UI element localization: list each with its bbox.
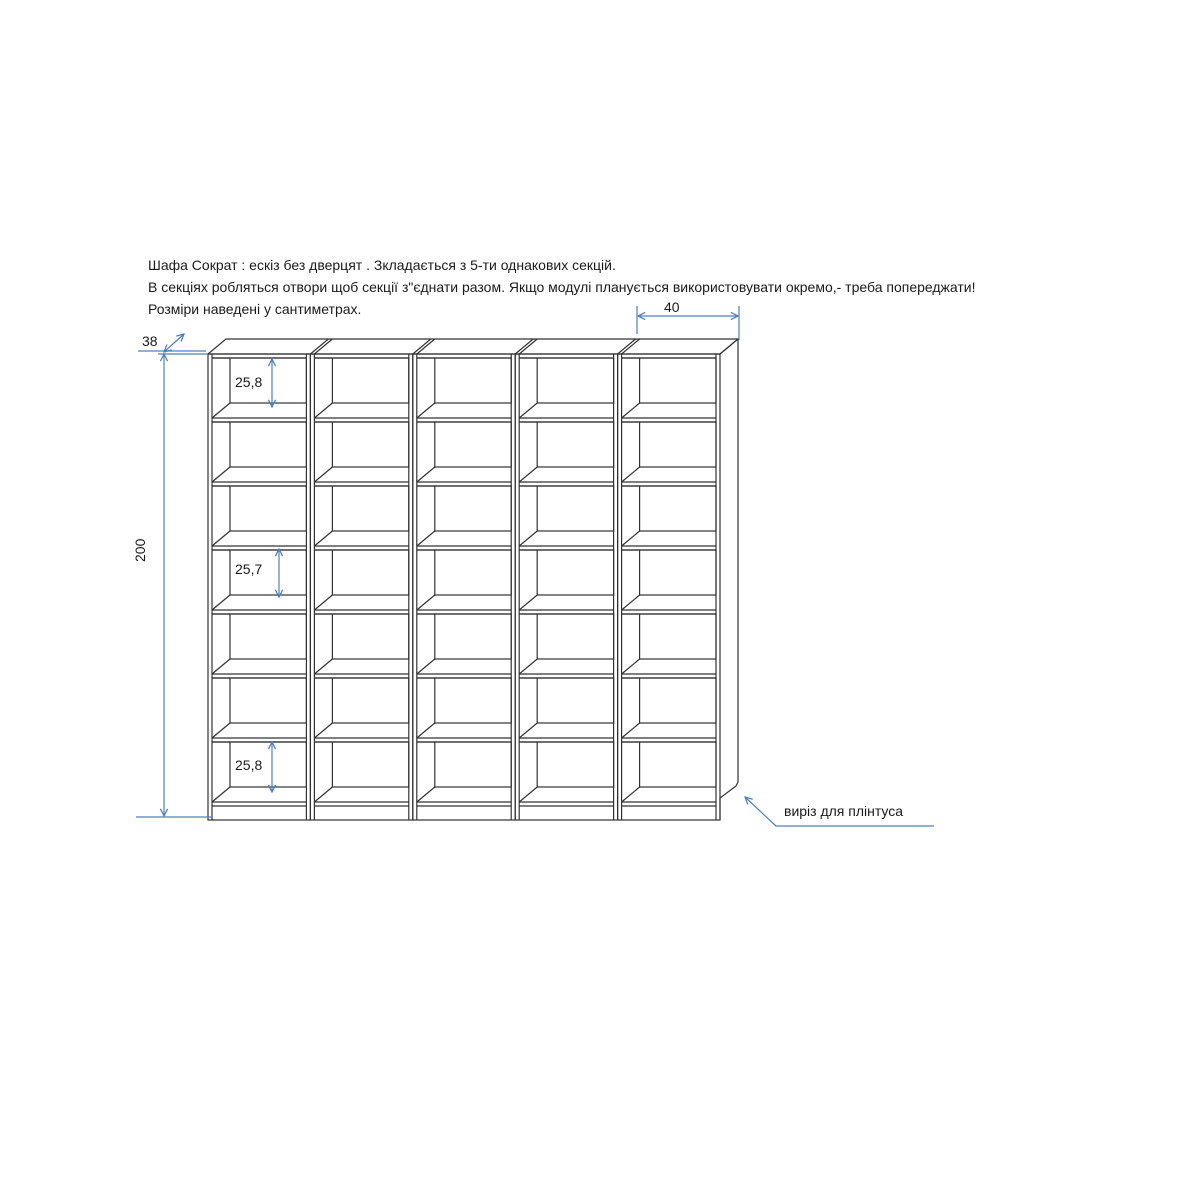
height-label: 200 [132,538,148,562]
compartment-perspective [212,787,230,802]
compartment-perspective [417,531,435,546]
depth-dimension-line [164,334,184,352]
compartment-perspective [519,467,537,482]
section-frame [310,354,412,820]
compartment-back [230,678,306,723]
plinth-cutout-label: виріз для плінтуса [784,803,904,819]
compartment-back [640,422,716,467]
compartment-back [640,614,716,659]
compartment-back [332,742,408,787]
compartment-back [435,614,511,659]
compartment-perspective [622,595,640,610]
middle-gap-label: 25,7 [235,561,263,577]
section-top-divider [314,339,332,354]
compartment-back [537,422,613,467]
compartment-perspective [314,659,332,674]
section-top-divider [519,339,537,354]
compartment-perspective [622,531,640,546]
compartment-back [640,358,716,403]
compartment-perspective [314,467,332,482]
compartment-back [332,486,408,531]
compartment-back [640,678,716,723]
compartment-back [537,550,613,595]
compartment-perspective [212,723,230,738]
compartment-perspective [417,595,435,610]
cabinet-section [515,354,617,820]
compartment-perspective [417,723,435,738]
cabinet-top-surface [208,339,738,354]
compartment-back [435,422,511,467]
compartment-perspective [519,403,537,418]
note-line-3: Розміри наведені у сантиметрах. [148,301,362,317]
section-top-divider [618,339,636,354]
cabinet-section [208,354,310,820]
compartment-perspective [314,403,332,418]
compartment-perspective [314,595,332,610]
compartment-back [435,550,511,595]
compartment-back [332,614,408,659]
top-gap-label: 25,8 [235,374,263,390]
compartment-back [640,486,716,531]
note-line-2: В секціях робляться отвори щоб секції з"єднати разом. Якщо модулі планується використовувати окремо,- треба попереджати! [148,279,976,295]
compartment-back [435,358,511,403]
compartment-back [230,614,306,659]
compartment-perspective [212,659,230,674]
compartment-back [537,742,613,787]
compartment-perspective [212,531,230,546]
compartment-perspective [519,595,537,610]
section-top-divider [310,339,328,354]
compartment-perspective [212,467,230,482]
compartment-perspective [622,787,640,802]
compartment-back [435,486,511,531]
compartment-perspective [212,595,230,610]
compartment-back [537,486,613,531]
section-frame [515,354,617,820]
compartment-perspective [314,787,332,802]
section-top-divider [413,339,431,354]
compartment-back [640,550,716,595]
compartment-back [230,422,306,467]
compartment-back [640,742,716,787]
compartment-perspective [417,467,435,482]
compartment-back [332,358,408,403]
section-top-divider [622,339,640,354]
compartment-perspective [417,659,435,674]
compartment-back [230,486,306,531]
width-label: 40 [664,299,680,315]
compartment-back [537,678,613,723]
bottom-gap-label: 25,8 [235,757,263,773]
compartment-perspective [314,531,332,546]
compartment-perspective [314,723,332,738]
compartment-perspective [622,467,640,482]
compartment-perspective [622,723,640,738]
compartment-back [537,614,613,659]
section-top-divider [515,339,533,354]
section-frame [413,354,515,820]
compartment-back [537,358,613,403]
compartment-perspective [519,787,537,802]
cabinet-right-side [720,339,738,820]
cabinet-section [310,354,412,820]
compartment-back [332,550,408,595]
depth-label: 38 [142,333,158,349]
compartment-perspective [417,787,435,802]
cabinet-section [413,354,515,820]
compartment-perspective [622,403,640,418]
section-frame [618,354,720,820]
compartment-back [332,422,408,467]
compartment-back [435,742,511,787]
cabinet-section [618,354,720,820]
compartment-perspective [519,723,537,738]
compartment-perspective [417,403,435,418]
compartment-perspective [622,659,640,674]
section-frame [208,354,310,820]
compartment-back [332,678,408,723]
cabinet-body [208,339,738,820]
note-line-1: Шафа Сократ : ескіз без дверцят . Зкладається з 5-ти однакових секцій. [148,257,616,273]
compartment-perspective [212,403,230,418]
section-top-divider [417,339,435,354]
compartment-back [435,678,511,723]
compartment-perspective [519,659,537,674]
compartment-perspective [519,531,537,546]
